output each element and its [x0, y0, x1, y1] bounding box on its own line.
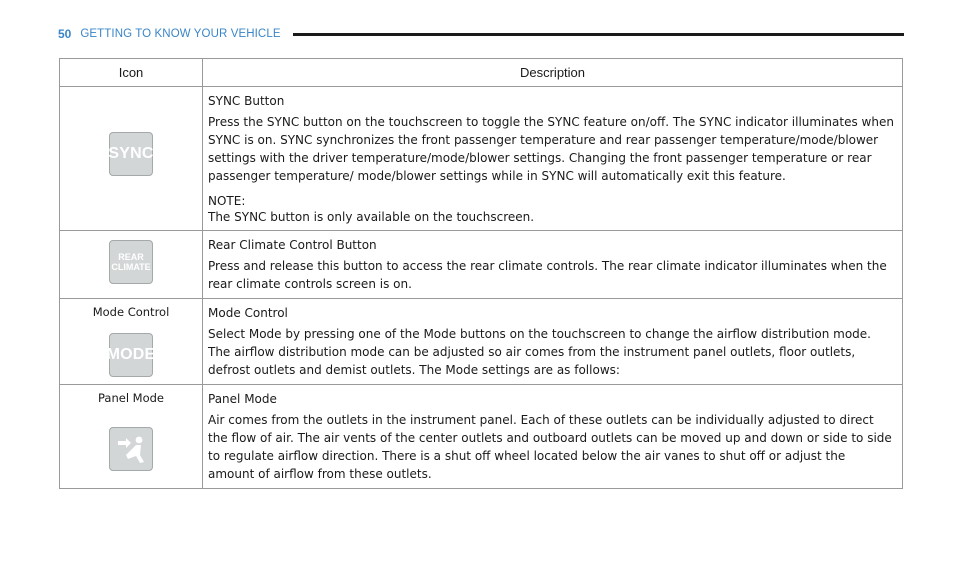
sync-icon-text: SYNC [108, 145, 154, 162]
note-label: NOTE: [208, 194, 246, 208]
column-header-icon: Icon [60, 59, 203, 87]
note-text: The SYNC button is only available on the touchscreen. [208, 210, 535, 224]
table-row-mode-control [60, 299, 903, 385]
table-row-sync [60, 87, 903, 231]
icon-label: Panel Mode [97, 391, 164, 405]
header-rule [293, 33, 904, 36]
mode-icon-text: MODE [106, 346, 156, 363]
icon-cell [60, 299, 203, 385]
running-header [58, 26, 904, 42]
panel-mode-seat-icon [114, 432, 148, 466]
table-row-rear-climate [60, 231, 903, 299]
table-row-panel-mode [60, 385, 903, 489]
icon-cell [60, 87, 203, 231]
row-title: Mode Control [208, 306, 288, 320]
row-description: Press the SYNC button on the touchscreen to toggle the SYNC feature on/off. The SYNC indicator illuminates when SYNC is on. SYNC synchronizes the front passenger temperature and rear passenger temperature/mode/blower settings with the driver temperature/mode/blower settings. Changing the front passenger temperature or rear passenger temperature/ mode/blower settings while in SYNC will automatically exit this feature. [208, 115, 894, 183]
table-header-row [60, 59, 903, 87]
row-description: Air comes from the outlets in the instrument panel. Each of these outlets can be individually adjusted to direct the flow of air. The air vents of the center outlets and outboard outlets can be moved up and down or side to side to regulate airflow direction. There is a shut off wheel located below the air vanes to shut off or adjust the amount of airflow from these outlets. [208, 413, 892, 481]
column-header-description: Description [203, 59, 903, 87]
icon-label: Mode Control [92, 305, 170, 319]
panel-mode-icon [109, 427, 153, 471]
icon-cell [60, 385, 203, 489]
description-cell [203, 231, 903, 299]
rear-climate-icon-line2: CLIMATE [111, 262, 151, 272]
icon-description-table [59, 58, 903, 489]
description-cell [203, 385, 903, 489]
icon-cell [60, 231, 203, 299]
section-title: GETTING TO KNOW YOUR VEHICLE [80, 28, 281, 40]
row-title: Panel Mode [208, 392, 277, 406]
row-description: Press and release this button to access the rear climate controls. The rear climate indicator illuminates when the rear climate controls screen is on. [208, 259, 887, 291]
rear-climate-button-icon [109, 240, 153, 284]
description-cell [203, 299, 903, 385]
rear-climate-icon-line1: REAR [118, 252, 144, 262]
row-description: Select Mode by pressing one of the Mode buttons on the touchscreen to change the airflow distribution mode. The airflow distribution mode can be adjusted so air comes from the instrument panel outlets, floor outlets, defrost outlets and demist outlets. The Mode settings are as follows: [208, 327, 871, 377]
mode-button-icon [106, 333, 156, 377]
page-number: 50 [58, 27, 72, 41]
description-cell [203, 87, 903, 231]
row-title: SYNC Button [208, 94, 285, 108]
row-title: Rear Climate Control Button [208, 238, 377, 252]
sync-button-icon [109, 132, 153, 176]
